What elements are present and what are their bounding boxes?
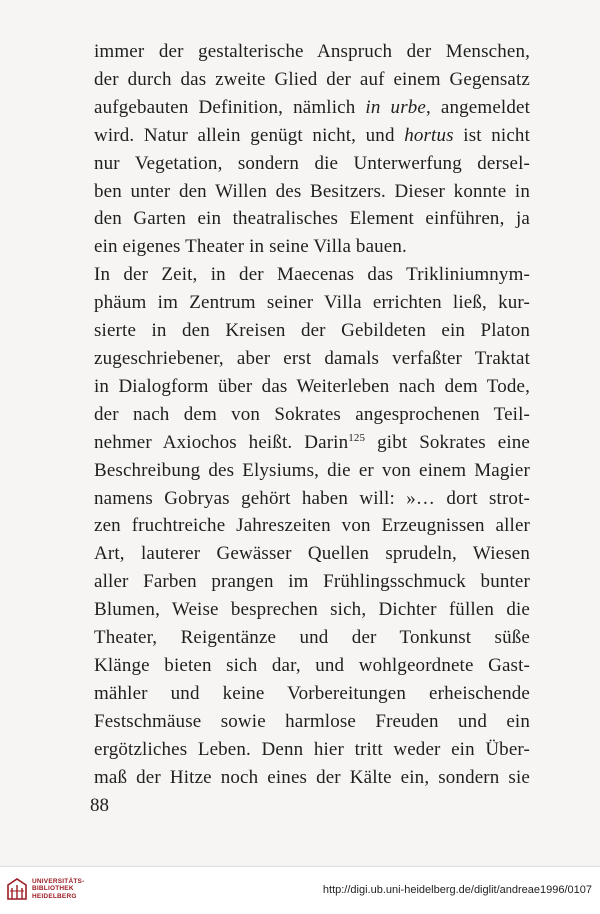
text-line: Festschmäuse sowie harmlose Freuden und ein (94, 710, 530, 732)
library-logo[interactable] (6, 877, 84, 901)
digital-library-footer (0, 866, 600, 914)
text-line: der nach dem von Sokrates angesprochenen Teil- (94, 403, 530, 425)
italic-term: hortus (404, 124, 454, 146)
text-line: zugeschriebener, aber erst damals verfaßter Traktat (94, 347, 530, 369)
text-line: zen fruchtreiche Jahreszeiten von Erzeugnissen aller (94, 515, 530, 537)
text-line: ein eigenes Theater in seine Villa bauen. (94, 236, 407, 258)
italic-term: in urbe (365, 96, 426, 118)
text-line: Beschreibung des Elysiums, die er von einem Magier (94, 459, 530, 481)
text-line: Klänge bieten sich dar, und wohlgeordnete Gast- (94, 654, 530, 676)
footnote-reference: 125 (348, 431, 366, 444)
text-line: Art, lauterer Gewässer Quellen sprudeln, Wiesen (94, 543, 530, 565)
text-line: den Garten ein theatralisches Element einführen, ja (94, 208, 530, 230)
paragraph-2 (94, 261, 530, 791)
text-line: mähler und keine Vorbereitungen erheischende (94, 682, 530, 704)
page-body-text (94, 38, 530, 791)
text-line: In der Zeit, in der Maecenas das Trikliniumnym- (94, 264, 530, 286)
text-line: maß der Hitze noch eines der Kälte ein, sondern sie (94, 766, 530, 788)
text-line: der durch das zweite Glied der auf einem Gegensatz (94, 68, 530, 90)
text-line: nur Vegetation, sondern die Unterwerfung dersel- (94, 152, 530, 174)
library-logo-text: UNIVERSITÄTS- BIBLIOTHEK HEIDELBERG (32, 877, 85, 900)
text-line: sierte in den Kreisen der Gebildeten ein Platon (94, 320, 530, 342)
text-line: ergötzliches Leben. Denn hier tritt weder ein Über- (94, 738, 530, 760)
text-line: ben unter den Willen des Besitzers. Dieser konnte in (94, 180, 530, 202)
text-line: wird. Natur allein genügt nicht, und hortus ist nicht (94, 124, 530, 146)
text-line: aufgebauten Definition, nämlich in urbe, angemeldet (94, 96, 530, 118)
text-line: nehmer Axiochos heißt. Darin$^{125}$ gibt Sokrates eine (94, 431, 530, 453)
text-line: Theater, Reigentänze und der Tonkunst süße (94, 627, 530, 649)
text-line: in Dialogform über das Weiterleben nach dem Tode, (94, 375, 530, 397)
text-line: immer der gestalterische Anspruch der Menschen, (94, 41, 530, 62)
paragraph-1 (94, 38, 530, 261)
permalink-url[interactable]: http://digi.ub.uni-heidelberg.de/diglit/andreae1996/0107 (322, 884, 592, 896)
page-number: 88 (90, 795, 109, 816)
text-line: Blumen, Weise besprechen sich, Dichter füllen die (94, 599, 530, 621)
library-logo-icon (6, 877, 28, 901)
text-line: phäum im Zentrum seiner Villa errichten ließ, kur- (94, 292, 530, 314)
text-line: namens Gobryas gehört haben will: »… dort strot- (94, 487, 530, 509)
text-line: aller Farben prangen im Frühlingsschmuck bunter (94, 571, 530, 593)
